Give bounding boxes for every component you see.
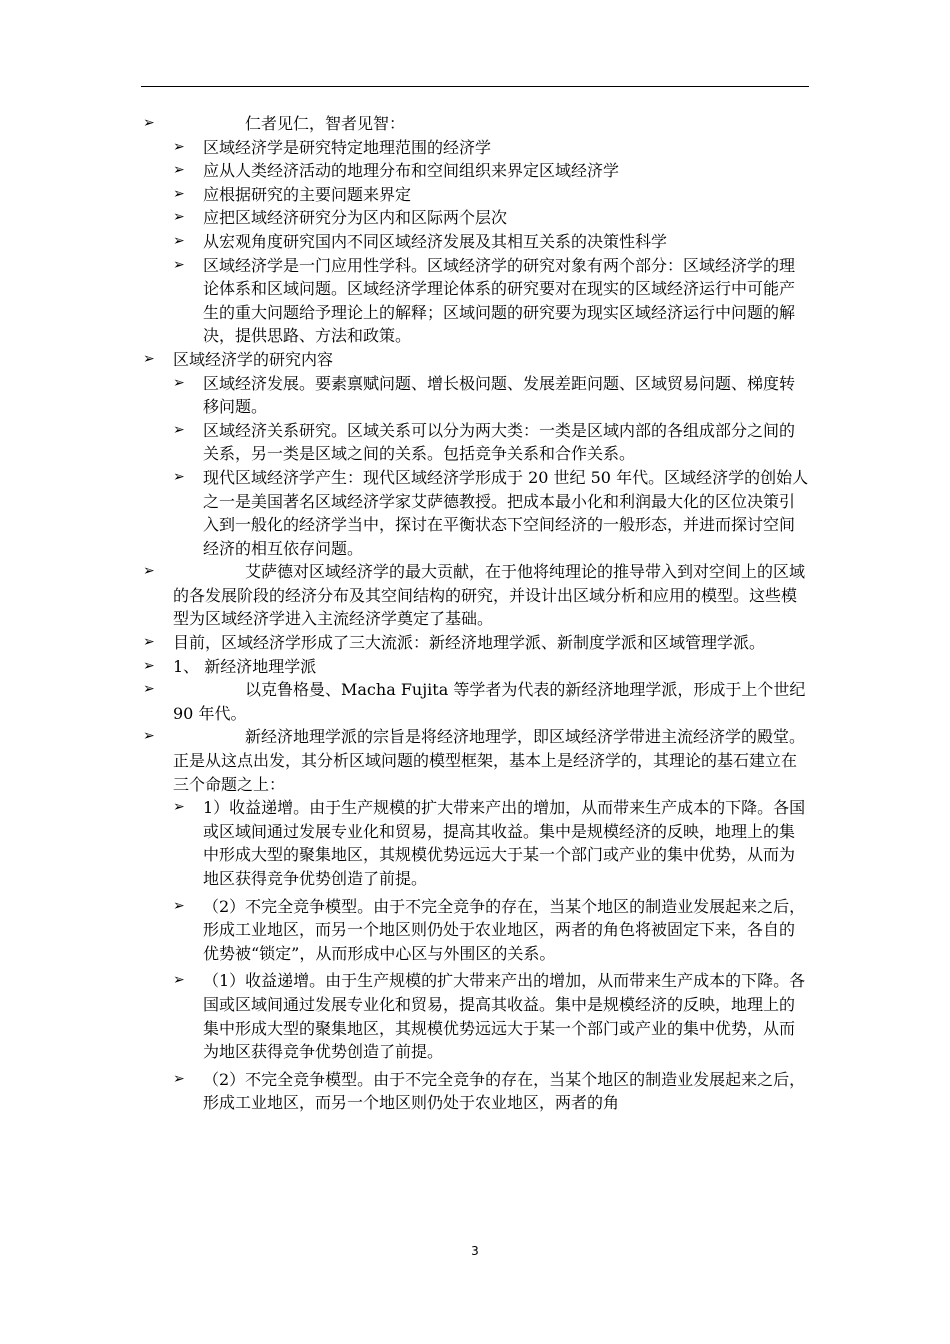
list-item-text: 区域经济学是一门应用性学科。区域经济学的研究对象有两个部分：区域经济学的理论体系和区域问题。区域经济学理论体系的研究要对在现实的区域经济运行中可能产生的重大问题给予理论上的解释；区域问题的研究要为现实区域经济运行中问题的解决，提供思路、方法和政策。	[203, 255, 796, 346]
list-item-text: 1、 新经济地理学派	[173, 656, 317, 676]
list-item-text: 应根据研究的主要问题来界定	[203, 184, 412, 204]
list-item	[141, 1068, 809, 1115]
bullet-arrow-icon: ➢	[173, 374, 185, 391]
bullet-arrow-icon: ➢	[173, 162, 185, 179]
list-item	[141, 678, 809, 725]
list-item-text: 区域经济学的研究内容	[173, 349, 334, 369]
list-item	[141, 969, 809, 1063]
list-item	[141, 725, 809, 796]
list-item-text: 新经济地理学派的宗旨是将经济地理学，即区域经济学带进主流经济学的殿堂。正是从这点出发，其分析区域问题的模型框架，基本上是经济学的，其理论的基石建立在三个命题之上：	[173, 727, 806, 794]
document-body	[141, 112, 809, 1115]
list-item	[141, 254, 809, 348]
list-item-text: 仁者见仁，智者见智：	[245, 114, 406, 133]
list-item	[141, 631, 809, 655]
list-item	[141, 560, 809, 631]
bullet-arrow-icon: ➢	[143, 657, 155, 674]
list-item	[141, 159, 809, 183]
list-item-text: 区域经济关系研究。区域关系可以分为两大类：一类是区域内部的各组成部分之间的关系，另一类是区域之间的关系。包括竞争关系和合作关系。	[203, 420, 796, 464]
bullet-arrow-icon: ➢	[173, 185, 185, 202]
bullet-arrow-icon: ➢	[143, 563, 155, 580]
list-item	[141, 112, 809, 136]
list-item	[141, 206, 809, 230]
list-item-text: 现代区域经济学产生：现代区域经济学形成于 20 世纪 50 年代。区域经济学的创始人之一是美国著名区域经济学家艾萨德教授。把成本最小化和利润最大化的区位决策引入到一般化的经济学当中，探讨在平衡状态下空间经济的一般形态，并进而探讨空间经济的相互依存问题。	[203, 467, 809, 558]
bullet-arrow-icon: ➢	[173, 256, 185, 273]
list-item-text: （2）不完全竞争模型。由于不完全竞争的存在，当某个地区的制造业发展起来之后，形成工业地区，而另一个地区则仍处于农业地区，两者的角	[203, 1069, 806, 1113]
list-item-text: 从宏观角度研究国内不同区域经济发展及其相互关系的决策性科学	[203, 231, 668, 251]
list-item-text: 以克鲁格曼、Macha Fujita 等学者为代表的新经济地理学派，形成于上个世纪 90 年代。	[173, 680, 806, 723]
list-item-text: （1）收益递增。由于生产规模的扩大带来产出的增加，从而带来生产成本的下降。各国或区域间通过发展专业化和贸易，提高其收益。集中是规模经济的反映，地理上的集中形成大型的聚集地区，其规模优势远远大于某一个部门或产业的集中优势，从而为地区获得竞争优势创造了前提。	[203, 971, 806, 1062]
list-item	[141, 230, 809, 254]
header-rule	[141, 86, 809, 87]
list-item	[141, 372, 809, 419]
list-item-text: 区域经济发展。要素禀赋问题、增长极问题、发展差距问题、区域贸易问题、梯度转移问题。	[203, 373, 796, 417]
bullet-arrow-icon: ➢	[173, 232, 185, 249]
list-item	[141, 348, 809, 372]
list-item	[141, 466, 809, 560]
list-item-text: 目前，区域经济学形成了三大流派：新经济地理学派、新制度学派和区域管理学派。	[173, 633, 766, 653]
bullet-arrow-icon: ➢	[173, 1070, 185, 1087]
list-item	[141, 183, 809, 207]
bullet-arrow-icon: ➢	[173, 799, 185, 816]
list-item-text: 区域经济学是研究特定地理范围的经济学	[203, 137, 492, 157]
list-item	[141, 796, 809, 890]
list-item	[141, 655, 809, 679]
list-item	[141, 136, 809, 160]
bullet-arrow-icon: ➢	[173, 421, 185, 438]
bullet-arrow-icon: ➢	[143, 728, 155, 745]
bullet-arrow-icon: ➢	[173, 138, 185, 155]
bullet-arrow-icon: ➢	[143, 681, 155, 698]
page-number: 3	[471, 1244, 479, 1258]
list-item-text: 艾萨德对区域经济学的最大贡献，在于他将纯理论的推导带入到对空间上的区域的各发展阶段的经济分布及其空间结构的研究，并设计出区域分析和应用的模型。这些模型为区域经济学进入主流经济学奠定了基础。	[173, 562, 806, 629]
list-item	[141, 895, 809, 966]
list-item-text: 应从人类经济活动的地理分布和空间组织来界定区域经济学	[203, 161, 620, 181]
list-item-text: 应把区域经济研究分为区内和区际两个层次	[203, 208, 508, 228]
bullet-arrow-icon: ➢	[143, 634, 155, 651]
bullet-arrow-icon: ➢	[173, 897, 185, 914]
bullet-arrow-icon: ➢	[143, 115, 155, 131]
list-item	[141, 419, 809, 466]
list-item-text: （2）不完全竞争模型。由于不完全竞争的存在，当某个地区的制造业发展起来之后，形成工业地区，而另一个地区则仍处于农业地区，两者的角色将被固定下来，各自的优势被“锁定”，从而形成中心区与外围区的关系。	[203, 896, 806, 963]
bullet-arrow-icon: ➢	[173, 209, 185, 226]
bullet-arrow-icon: ➢	[173, 468, 185, 485]
list-item-text: 1）收益递增。由于生产规模的扩大带来产出的增加，从而带来生产成本的下降。各国或区域间通过发展专业化和贸易，提高其收益。集中是规模经济的反映，地理上的集中形成大型的聚集地区，其规模优势远远大于某一个部门或产业的集中优势，从而为地区获得竞争优势创造了前提。	[203, 798, 806, 888]
bullet-arrow-icon: ➢	[173, 972, 185, 989]
bullet-arrow-icon: ➢	[143, 350, 155, 367]
